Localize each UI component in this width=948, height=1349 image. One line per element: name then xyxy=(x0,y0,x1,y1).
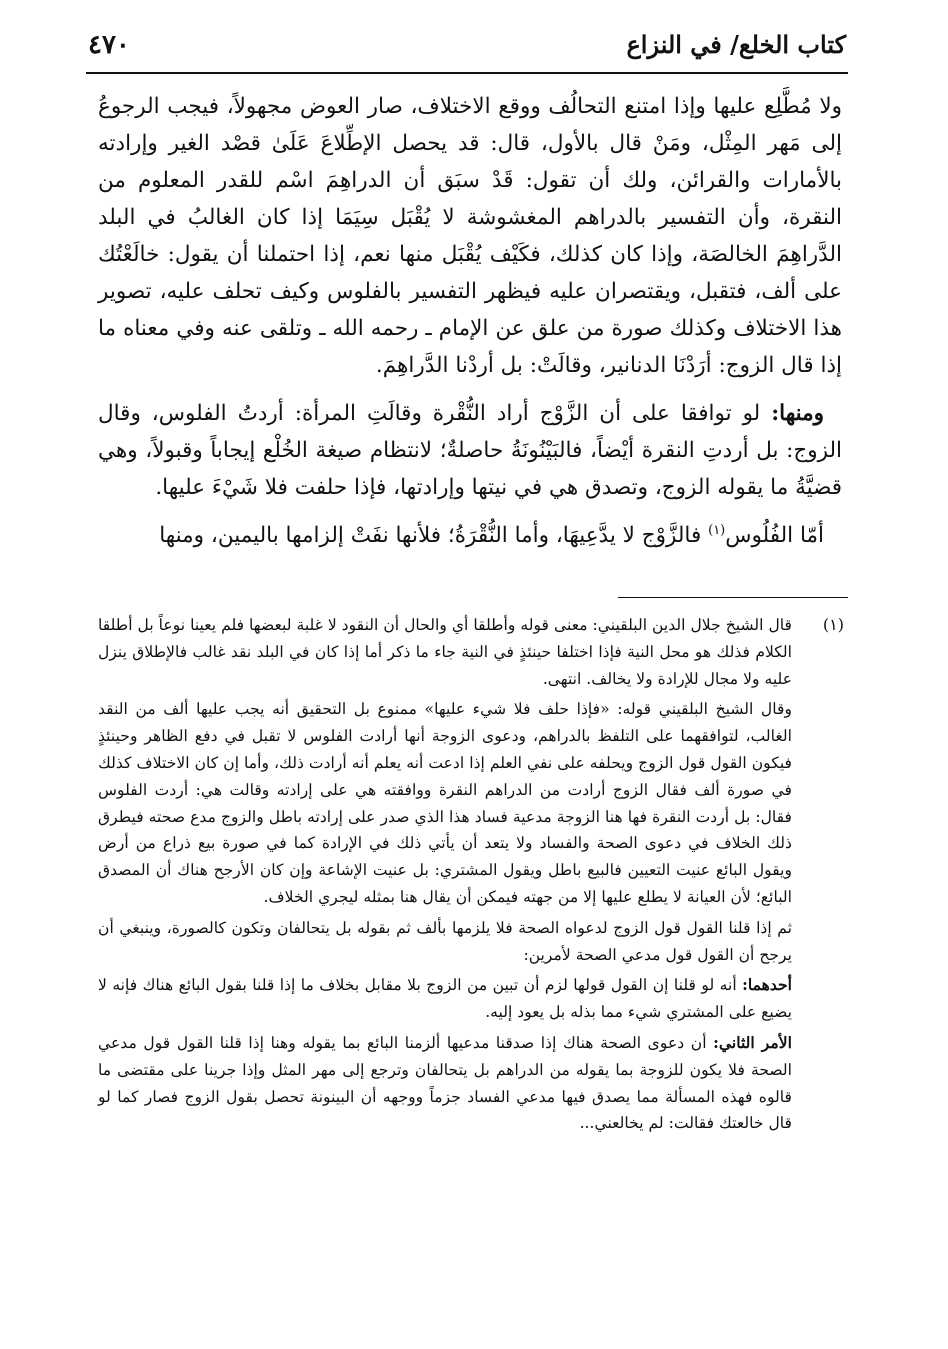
footnote-1-paragraph-5 xyxy=(98,1030,844,1137)
paragraph-2-lead: ومنها: xyxy=(771,401,824,426)
footnote-reference[interactable]: (١) xyxy=(708,522,726,538)
footnote-1-paragraph-5-lead: الأمر الثاني: xyxy=(713,1032,792,1052)
paragraph-3-text-a: أمّا الفُلُوس xyxy=(725,523,824,548)
header-rule xyxy=(86,72,848,74)
footnote-1-paragraph-1 xyxy=(98,612,844,692)
footnote-1-paragraph-4-text: أنه لو قلنا إن القول قولها لزم أن تبين من الزوج بلا مقابل بخلاف ما إذا قلنا بقول البائع هناك فإنه لا يضيع على المشتري شيء مما بذله بل يعود إليه. xyxy=(98,976,792,1022)
running-title: كتاب الخلع/ في النزاع xyxy=(626,30,846,59)
paragraph-2-text: لو توافقا على أن الزَّوْج أراد النُّقْرة وقالَتِ المرأة: أردتُ الفلوس، وقال الزوج: بل أردتِ النقرة أيْضاً، فالبَيْنُونَةُ حاصلةٌ؛ لانتظام صيغة الخُلْع إيجاباً وقبولاً، وهي قضيَّةُ ما يقوله الزوج، وتصدق هي في نيتها وإرادتها، فإذا حلفت فلا شَيْءَ عليها. xyxy=(98,401,842,500)
page-header xyxy=(88,26,846,70)
footnotes xyxy=(98,612,844,1141)
paragraph-2 xyxy=(98,395,842,506)
footnote-1-paragraph-4 xyxy=(98,972,844,1026)
footnote-1-paragraph-4-lead: أحدهما: xyxy=(742,975,793,995)
footnote-1-number: (١) xyxy=(822,615,844,634)
paragraph-3-text-b: فالزَّوْج لا يدَّعِيهَا، وأما النُّقْرَةُ؛ فلأنها نفَتْ إلزامها باليمين، ومنها xyxy=(159,523,702,548)
page-number: ٤٧٠ xyxy=(88,30,130,60)
footnote-1-paragraph-3: ثم إذا قلنا القول قول الزوج لدعواه الصحة فلا يلزمها بألف ثم بقوله بل يتحالفان وتكون كالصورة، وينبغي أن يرجح أن القول قول مدعي الصحة لأمرين: xyxy=(98,918,792,964)
footnote-1-paragraph-5-text: أن دعوى الصحة هناك إذا صدقنا مدعيها ألزمنا البائع بما يقوله وهنا إذا قلنا القول قول مدعي الصحة فلا يكون للزوجة بما يقوله من الدراهم بل يتحالفان وترجع إلى مهر المثل وإذا جرينا على مقتضى ما قالوه فهذه المسألة مما يصدق فيها مدعي الفساد جزماً ووجهه أن البينونة تحصل بقول الزوج فصار كما لو قال خالعتك فقالت: لم يخالعني... xyxy=(98,1033,792,1133)
footnote-1-text-1: قال الشيخ جلال الدين البلقيني: معنى قوله وأطلقا أي والحال أن النقود لا غلبة لبعضها فلم يعينا نوعاً بل أطلقا الكلام فذلك هو محل النية فإذا اختلفا حينئذٍ في النية جاء ما ذكر أما إذا كان في البلد نقد غالب فالإطلاق ينزل عليه ولا مجال للإرادة ولا يخالف. انتهى. xyxy=(98,616,792,688)
main-text xyxy=(98,88,842,565)
footnote-separator xyxy=(618,597,848,598)
paragraph-3 xyxy=(98,517,842,554)
footnote-1-paragraph-2: وقال الشيخ البلقيني قوله: «فإذا حلف فلا شيء عليها» ممنوع بل التحقيق أنه يجب عليها ألف من النقد الغالب، لتوافقهما على التلفظ بالدراهم، ودعوى الزوجة أنها أرادت الفلوس لا تقبل في دفع الظاهر وحينئذٍ فيكون القول قول الزوج ويحلفه على نفي العلم إذا ادعت أنه يعلم أنه أرادت ذلك، وأما إن كان الاختلاف كذلك في صورة ألف فقال الزوج أرادت من الدراهم النقرة ووافقته هي على إرادته وقالت هي: أردت الفلوس فقال: بل أردت النقرة فها هنا الزوجة مدعية فساد هذا الذي صدر على إرادته باطل والزوج مدع صحته فيطرق ذلك الخلاف في دعوى الصحة والفساد ولا يتعد أن يأتي ذلك في الإرادة كما في صورة بيع ذراع من أرض ويقول البائع عنيت التعيين فالبيع باطل ويقول المشتري: بل عنيت الإشاعة وإن كان الأرجح هناك أن المصدق البائع؛ لأن العيانة لا يطلع عليها إلا من جهته فيمكن أن يقال هنا بمثله ليجري الخلاف. xyxy=(98,700,792,906)
paragraph-1: ولا مُطَّلِع عليها وإذا امتنع التحالُف ووقع الاختلاف، صار العوض مجهولاً، فيجب الرجوعُ إلى مَهر المِثْل، ومَنْ قال بالأول، قال: قد يحصل الإطِّلاعَ عَلَىٰ قصْد الغير وإرادته بالأمارات والقرائن، ولك أن تقول: قَدْ سبَق أن الدراهِمَ اسْم للقدر المعلوم من النقرة، وأن التفسير بالدراهم المغشوشة لا يُقْبَل سِيَمَا إذا كان الغالبُ في البلد الدَّراهِمَ الخالصَة، وإذا كان كذلك، فكَيْف يُقْبَل منها نعم، إذا احتملنا أن يقول: خالَعْتُك على ألف، فتقبل، ويقتصران عليه فيظهر التفسير بالفلوس وكيف تحلف عليه، تصوير هذا الاختلاف وكذلك صورة من علق عن الإمام ـ رحمه الله ـ وتلقى عنه وفي معناه ما إذا قال الزوج: أرَدْنَا الدنانير، وقالَتْ: بل أردْنا الدَّراهِمَ. xyxy=(98,94,842,378)
